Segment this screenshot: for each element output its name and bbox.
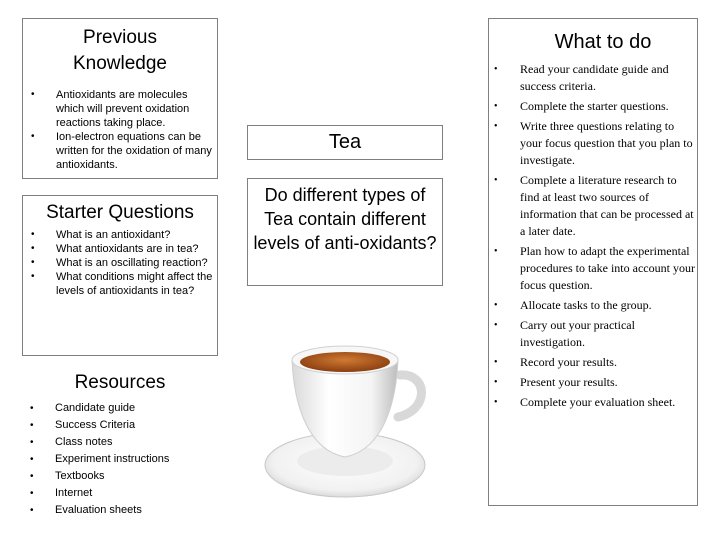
list-item: • Read your candidate guide and success criteria.	[491, 61, 697, 95]
topic-title: Tea	[328, 131, 362, 153]
list-item: • What is an oscillating reaction?	[31, 256, 217, 270]
list-item: • Evaluation sheets	[30, 502, 218, 519]
list-item: • Record your results.	[491, 354, 697, 371]
previous-knowledge-list	[23, 88, 217, 172]
tea-surface	[300, 352, 390, 372]
resources-list	[22, 400, 218, 519]
what-to-do-list	[489, 61, 697, 411]
list-item: • Allocate tasks to the group.	[491, 297, 697, 314]
focus-question-text: Do different types of Tea contain different levels of anti-oxidants?	[253, 185, 437, 253]
list-item: • What is an antioxidant?	[31, 228, 217, 242]
list-item: • Ion-electron equations can be written for the oxidation of many antioxidants.	[31, 130, 217, 172]
previous-knowledge-title-line2: Knowledge	[72, 53, 168, 74]
starter-questions-list	[23, 228, 217, 298]
resources-box	[22, 365, 218, 520]
list-item: • Internet	[30, 485, 218, 502]
list-item: • Experiment instructions	[30, 451, 218, 468]
list-item: • Antioxidants are molecules which will prevent oxidation reactions taking place.	[31, 88, 217, 130]
previous-knowledge-title-line1: Previous	[83, 27, 157, 48]
list-item: • Complete a literature research to find at least two sources of information that can be processed at a later date.	[491, 172, 697, 240]
list-item: • Complete the starter questions.	[491, 98, 697, 115]
what-to-do-title: What to do	[554, 31, 652, 53]
previous-knowledge-title	[23, 19, 217, 77]
list-item: • Write three questions relating to your focus question that you plan to investigate.	[491, 118, 697, 169]
focus-question-box	[247, 178, 443, 286]
list-item: • Class notes	[30, 434, 218, 451]
list-item: • Carry out your practical investigation.	[491, 317, 697, 351]
cup-handle	[398, 375, 422, 417]
resources-title: Resources	[74, 372, 166, 393]
list-item: • Success Criteria	[30, 417, 218, 434]
previous-knowledge-box	[22, 18, 218, 179]
tea-cup-icon	[260, 325, 435, 505]
list-item: • Plan how to adapt the experimental procedures to take into account your focus question.	[491, 243, 697, 294]
list-item: • What antioxidants are in tea?	[31, 242, 217, 256]
starter-questions-title: Starter Questions	[46, 202, 194, 223]
list-item: • What conditions might affect the levels of antioxidants in tea?	[31, 270, 217, 298]
list-item: • Present your results.	[491, 374, 697, 391]
list-item: • Candidate guide	[30, 400, 218, 417]
topic-box	[247, 125, 443, 160]
starter-questions-box	[22, 195, 218, 356]
list-item: • Textbooks	[30, 468, 218, 485]
what-to-do-box	[488, 18, 698, 506]
list-item: • Complete your evaluation sheet.	[491, 394, 697, 411]
